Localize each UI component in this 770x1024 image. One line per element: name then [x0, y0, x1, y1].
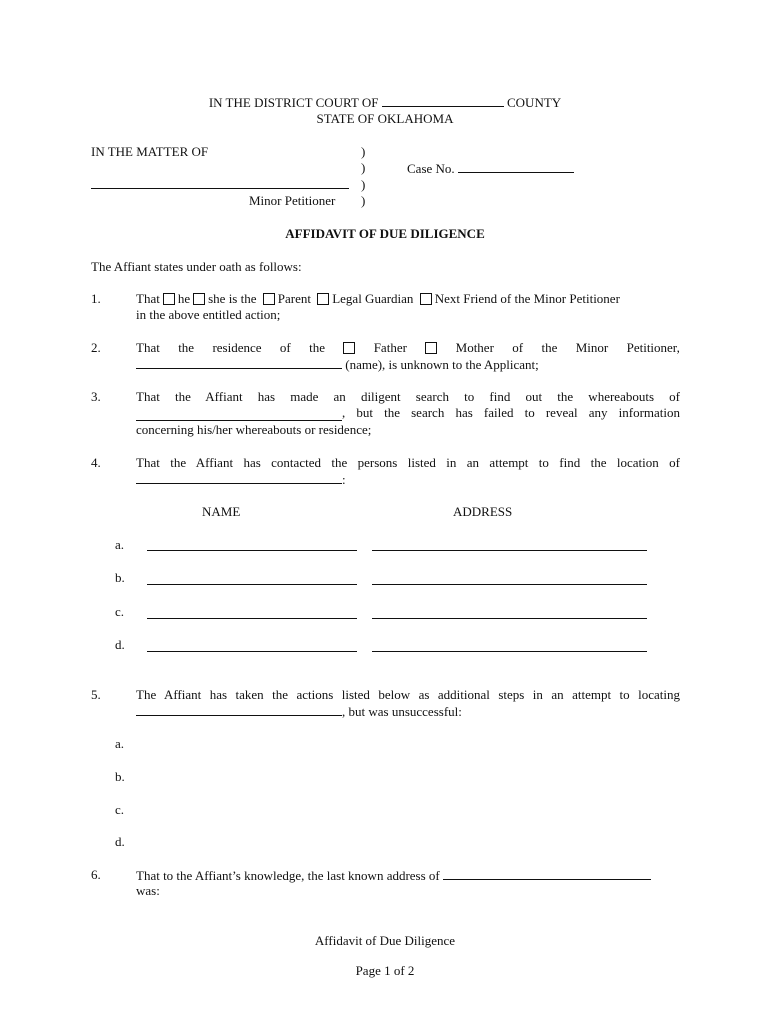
legal-guardian-label: Legal Guardian — [332, 291, 414, 306]
court-suffix: COUNTY — [507, 95, 562, 110]
action-row-label: d. — [115, 834, 125, 849]
case-number-row — [407, 160, 574, 177]
item-1-line-2: in the above entitled action; — [136, 307, 281, 322]
contact-name-field[interactable] — [147, 651, 357, 652]
parent-label: Parent — [277, 291, 311, 306]
document-title: AFFIDAVIT OF DUE DILIGENCE — [285, 226, 485, 241]
item-3-line-2-text: , but the search has failed to reveal any information — [342, 405, 680, 420]
item-6-text: That to the Affiant’s knowledge, the last known address of — [136, 868, 440, 883]
contact-address-field[interactable] — [372, 618, 647, 619]
item-3-line-3: concerning his/her whereabouts or residence; — [136, 422, 372, 437]
item-1-line-1 — [136, 291, 620, 307]
action-row-label: a. — [115, 736, 125, 751]
item-2-line-2-text: (name), is unknown to the Applicant; — [345, 357, 539, 372]
contact-row-label: c. — [115, 604, 125, 619]
item-2-word: the — [178, 340, 195, 355]
name-column-header: NAME — [202, 504, 241, 519]
court-prefix: IN THE DISTRICT COURT OF — [208, 95, 379, 110]
she-checkbox[interactable] — [193, 293, 205, 305]
item-number: 4. — [91, 455, 101, 470]
state-line: STATE OF OKLAHOMA — [316, 111, 454, 126]
petitioner-name-field[interactable] — [91, 188, 349, 189]
item-3-line-2 — [136, 405, 680, 421]
item-2-word: Minor — [575, 340, 609, 355]
footer-title: Affidavit of Due Diligence — [314, 933, 456, 948]
item-2-line-2 — [136, 356, 539, 373]
contact-name-field[interactable] — [147, 584, 357, 585]
item-5-line-1: The Affiant has taken the actions listed below as additional steps in an attempt to locating — [136, 687, 680, 702]
item-1-that: That — [136, 291, 160, 306]
county-field[interactable] — [382, 94, 504, 107]
address-column-header: ADDRESS — [453, 504, 513, 519]
search-subject-field[interactable] — [136, 408, 342, 421]
item-number: 3. — [91, 389, 101, 404]
item-2-word: of — [279, 340, 291, 355]
item-6-line-2: was: — [136, 883, 160, 898]
action-row-label: c. — [115, 802, 125, 817]
item-2-word: of — [512, 340, 524, 355]
action-row-label: b. — [115, 769, 125, 784]
contact-name-field[interactable] — [147, 550, 357, 551]
next-friend-label: Next Friend of the Minor Petitioner — [434, 291, 620, 306]
item-2-word: That — [136, 340, 160, 355]
court-header — [0, 94, 770, 111]
contact-row-label: d. — [115, 637, 125, 652]
caption-paren: ) — [361, 160, 366, 175]
parent-checkbox[interactable] — [263, 293, 275, 305]
next-friend-checkbox[interactable] — [420, 293, 432, 305]
item-number: 6. — [91, 867, 101, 882]
locating-subject-field[interactable] — [136, 703, 342, 716]
minor-petitioner-label: Minor Petitioner — [249, 193, 336, 208]
father-checkbox[interactable] — [343, 342, 355, 354]
he-checkbox[interactable] — [163, 293, 175, 305]
caption-paren: ) — [361, 144, 366, 159]
item-6-line-1 — [136, 867, 651, 884]
contact-row-label: b. — [115, 570, 125, 585]
caption-paren: ) — [361, 193, 366, 208]
location-subject-field[interactable] — [136, 471, 342, 484]
item-4-colon: : — [342, 472, 346, 487]
item-5-line-2-text: , but was unsuccessful: — [342, 704, 462, 719]
item-number: 5. — [91, 687, 101, 702]
item-5-line-2 — [136, 703, 462, 720]
contact-address-field[interactable] — [372, 584, 647, 585]
contact-address-field[interactable] — [372, 550, 647, 551]
absent-parent-name-field[interactable] — [136, 356, 342, 369]
matter-label: IN THE MATTER OF — [91, 144, 209, 159]
legal-guardian-checkbox[interactable] — [317, 293, 329, 305]
case-number-field[interactable] — [458, 160, 574, 173]
father-label: Father — [373, 340, 407, 355]
intro-text: The Affiant states under oath as follows: — [91, 259, 302, 274]
mother-checkbox[interactable] — [425, 342, 437, 354]
case-number-label: Case No. — [407, 161, 455, 176]
item-number: 1. — [91, 291, 101, 306]
item-2-word: Mother — [455, 340, 494, 355]
item-4-line-1: That the Affiant has contacted the persons listed in an attempt to find the location of — [136, 455, 680, 470]
item-4-line-2 — [136, 471, 346, 488]
item-3-line-1: That the Affiant has made an diligent search to find out the whereabouts of — [136, 389, 680, 404]
item-2-line-1 — [136, 340, 680, 356]
page-number: Page 1 of 2 — [355, 963, 415, 978]
contact-name-field[interactable] — [147, 618, 357, 619]
caption-paren: ) — [361, 177, 366, 192]
he-label: he — [177, 291, 191, 306]
last-known-subject-field[interactable] — [443, 867, 651, 880]
item-2-word: the — [309, 340, 325, 355]
item-2-word: Petitioner, — [626, 340, 680, 355]
item-number: 2. — [91, 340, 101, 355]
item-2-word: the — [541, 340, 558, 355]
she-label: she is the — [208, 291, 257, 306]
contact-address-field[interactable] — [372, 651, 647, 652]
contact-row-label: a. — [115, 537, 125, 552]
item-2-word: residence — [212, 340, 262, 355]
